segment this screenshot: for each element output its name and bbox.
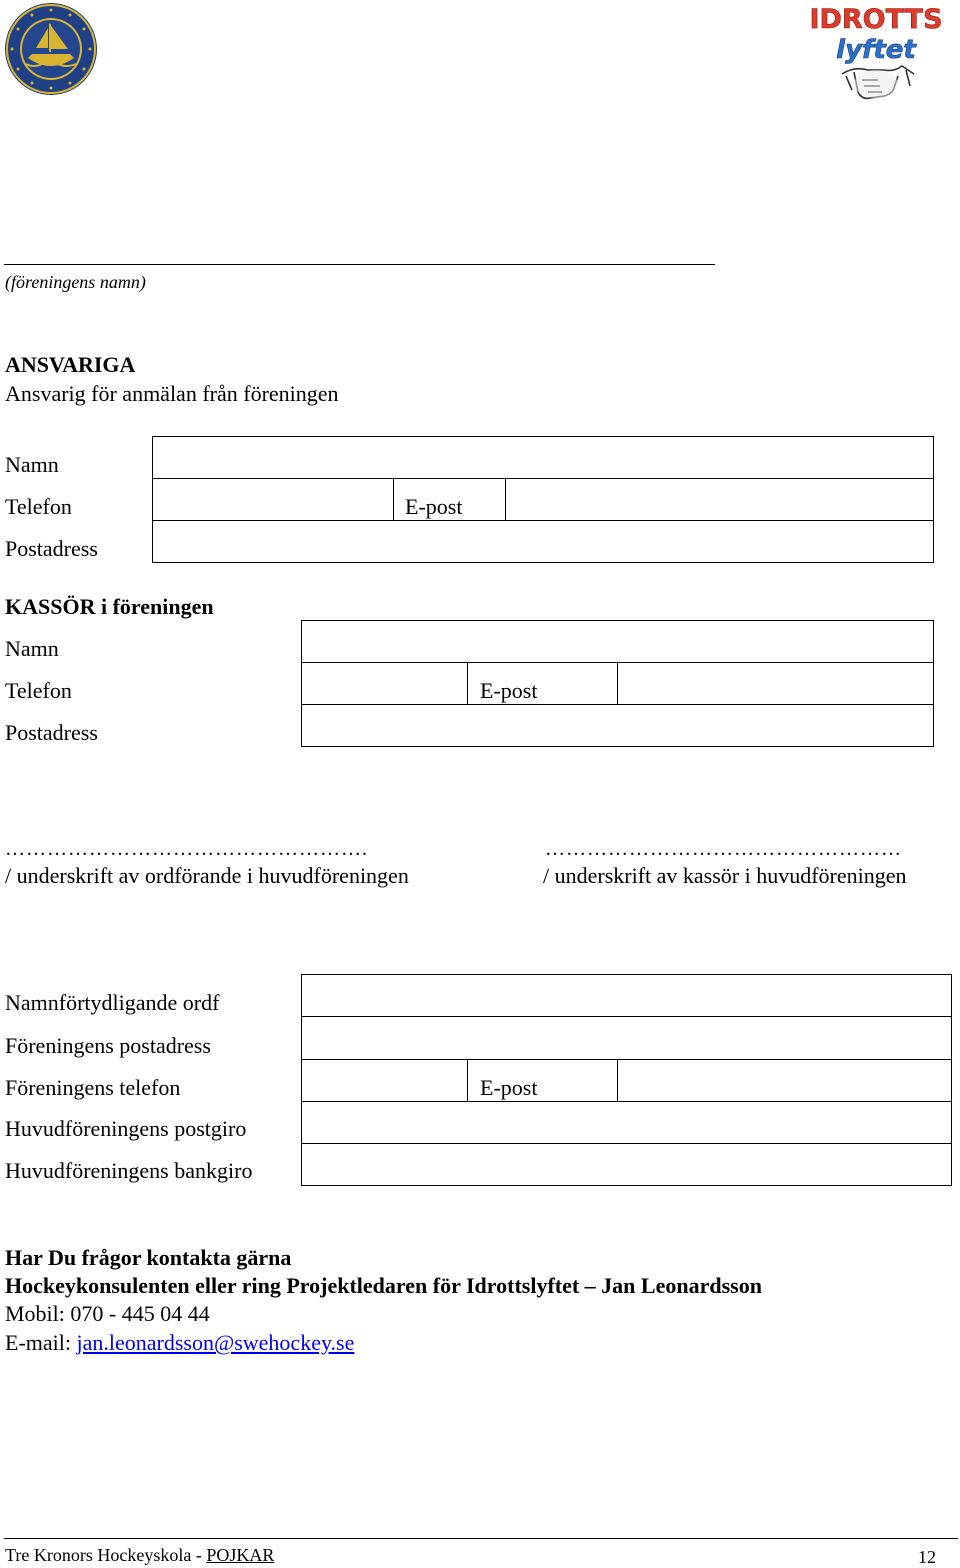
club-bankgiro-label: Huvudföreningens bankgiro — [5, 1158, 253, 1183]
responsible-subtitle: Ansvarig för anmälan från föreningen — [5, 381, 339, 406]
treasurer-email-divider-right — [617, 662, 618, 705]
chairman-name-label: Namnförtydligande ordf — [5, 990, 220, 1015]
treasurer-email-label: E-post — [480, 678, 538, 703]
footer-title-prefix: Tre Kronors Hockeyskola - — [5, 1545, 207, 1565]
footer-title-link[interactable]: POJKAR — [206, 1545, 275, 1565]
chairman-name-field[interactable] — [301, 974, 952, 1017]
club-name-caption: (föreningens namn) — [5, 272, 146, 292]
treasurer-signature-line[interactable]: …………………………………………… — [545, 838, 902, 860]
footer-rule — [4, 1538, 958, 1539]
ishockeyforbundet-logo — [4, 2, 98, 96]
responsible-address-label: Postadress — [5, 536, 98, 561]
responsible-email-divider-left — [393, 478, 394, 521]
contact-consultant-line: Hockeykonsulenten eller ring Projektledaren för Idrottslyftet – Jan Leonardsson — [5, 1273, 762, 1298]
club-postgiro-field[interactable] — [301, 1101, 952, 1144]
treasurer-email-divider-left — [467, 662, 468, 705]
page-number: 12 — [918, 1547, 936, 1567]
treasurer-name-field[interactable] — [301, 620, 934, 663]
responsible-email-divider-right — [505, 478, 506, 521]
contact-email-link[interactable]: jan.leonardsson@swehockey.se — [76, 1330, 355, 1355]
club-address-label: Föreningens postadress — [5, 1033, 211, 1058]
treasurer-title: KASSÖR i föreningen — [5, 594, 214, 619]
contact-email-prefix: E-mail: — [5, 1330, 77, 1355]
club-phone-label: Föreningens telefon — [5, 1075, 181, 1100]
responsible-title: ANSVARIGA — [5, 352, 136, 377]
treasurer-address-field[interactable] — [301, 704, 934, 747]
treasurer-phone-label: Telefon — [5, 678, 72, 703]
responsible-address-field[interactable] — [152, 520, 934, 563]
svg-text:lyftet: lyftet — [836, 35, 916, 65]
club-email-label: E-post — [480, 1075, 538, 1100]
club-address-field[interactable] — [301, 1016, 952, 1060]
idrottslyftet-logo — [798, 0, 958, 108]
treasurer-signature-caption: / underskrift av kassör i huvudföreningen — [543, 863, 907, 888]
responsible-phone-label: Telefon — [5, 494, 72, 519]
club-phone-field[interactable] — [301, 1059, 952, 1102]
club-name-line[interactable] — [4, 264, 715, 265]
club-email-divider-right — [617, 1059, 618, 1102]
responsible-name-label: Namn — [5, 452, 59, 477]
responsible-name-field[interactable] — [152, 436, 934, 479]
responsible-phone-field[interactable] — [152, 478, 934, 521]
contact-mobile: Mobil: 070 - 445 04 44 — [5, 1301, 210, 1326]
svg-text:IDROTTS: IDROTTS — [809, 4, 943, 35]
footer-title — [5, 1544, 274, 1566]
club-bankgiro-field[interactable] — [301, 1143, 952, 1186]
treasurer-address-label: Postadress — [5, 720, 98, 745]
club-email-divider-left — [467, 1059, 468, 1102]
responsible-email-label: E-post — [405, 494, 463, 519]
chairman-signature-caption: / underskrift av ordförande i huvudföreningen — [5, 863, 409, 888]
contact-heading: Har Du frågor kontakta gärna — [5, 1245, 292, 1270]
contact-email-row — [5, 1330, 354, 1356]
treasurer-name-label: Namn — [5, 636, 59, 661]
chairman-signature-line[interactable]: ……………………………………………. — [5, 838, 368, 860]
club-postgiro-label: Huvudföreningens postgiro — [5, 1116, 247, 1141]
